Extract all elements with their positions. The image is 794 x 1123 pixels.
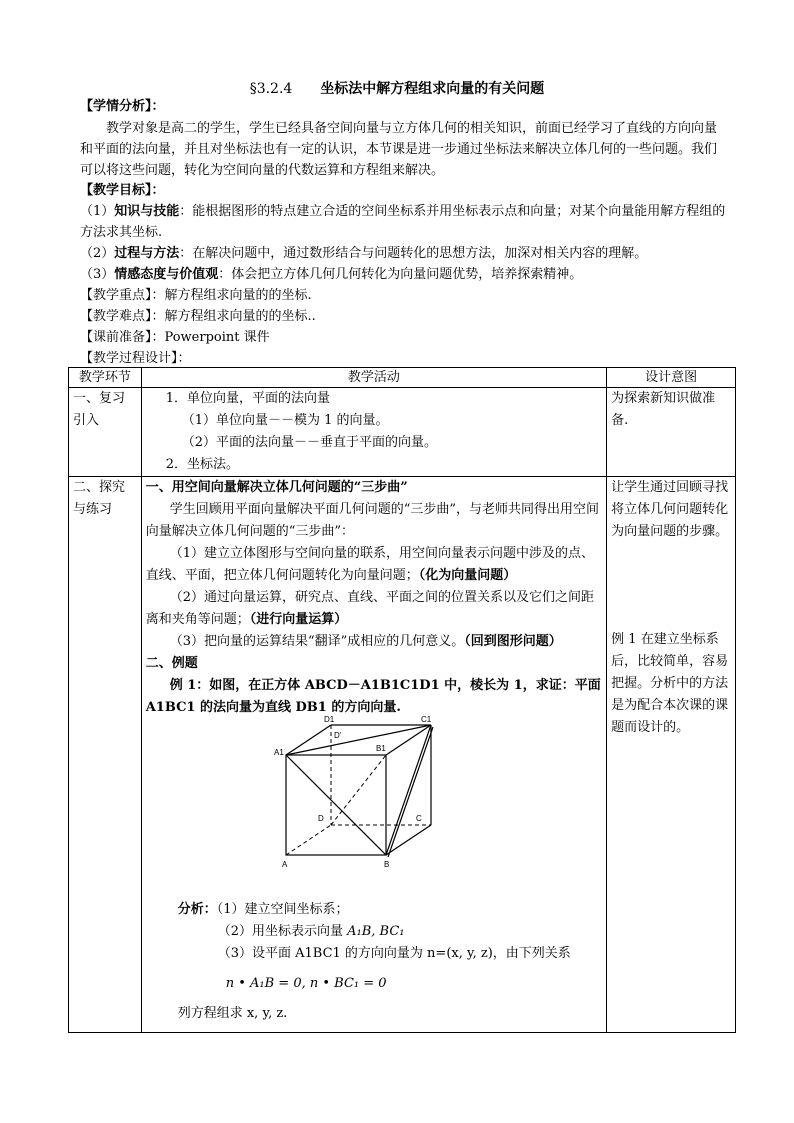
analysis-4: 列方程组求 x, y, z. bbox=[177, 1006, 288, 1021]
table-row bbox=[69, 477, 736, 1033]
design-heading: 【教学过程设计】： bbox=[80, 351, 191, 366]
table-header-row bbox=[69, 368, 736, 388]
activity-review bbox=[141, 388, 606, 477]
intent-explore bbox=[607, 477, 736, 1033]
label-D: D bbox=[317, 814, 324, 823]
analysis-3: （3）设平面 A1BC1 的方向向量为 n=(x, y, z)，由下列关系 bbox=[217, 946, 571, 961]
step-1: （1）建立立体图形与空间向量的联系，用空间向量表示问题中涉及的点、直线、平面，把立体几何问题转化为向量问题；（化为向量问题） bbox=[145, 546, 594, 583]
three-steps-heading: 一、用空间向量解决立体几何问题的“三步曲” bbox=[145, 480, 408, 495]
example-1: 例 1：如图，在正方体 ABCD－A1B1C1D1 中，棱长为 1，求证：平面 A1BC1 的法向量为直线 DB1 的方向向量. bbox=[145, 678, 601, 715]
label-A1: A1 bbox=[273, 748, 284, 757]
key-point: 【教学重点】：解方程组求向量的的坐标. bbox=[80, 288, 312, 303]
page-title bbox=[0, 78, 794, 98]
goal-heading: 【教学目标】： bbox=[80, 183, 165, 198]
difficult-point: 【教学难点】：解方程组求向量的的坐标.. bbox=[80, 309, 316, 324]
label-B: B bbox=[383, 860, 390, 869]
label-C1: C1 bbox=[420, 715, 431, 724]
review-item-2: 2．坐标法。 bbox=[165, 457, 239, 472]
intent-review: 为探索新知识做准备. bbox=[607, 388, 736, 477]
goal-3: （3）情感态度与价值观：体会把立方体几何几何转化为向量问题优势，培养探索精神。 bbox=[80, 267, 583, 282]
preparation: 【课前准备】：Powerpoint 课件 bbox=[80, 330, 270, 345]
goal-1: （1）知识与技能：能根据图形的特点建立合适的空间坐标系并用坐标表示点和向量；对某个向量能用解方程组的方法求其坐标. bbox=[80, 204, 726, 240]
analysis-1: 分析：（1）建立空间坐标系； bbox=[177, 902, 349, 917]
label-Dp: D' bbox=[333, 731, 342, 740]
header-stage: 教学环节 bbox=[69, 368, 142, 388]
intent-explore-2: 例 1 在建立坐标系后，比较简单，容易把握。分析中的方法是为配合本次课的课题而设计的。 bbox=[611, 632, 729, 735]
header-activity: 教学活动 bbox=[141, 368, 606, 388]
label-A: A bbox=[281, 860, 288, 869]
analysis-heading: 【学情分析】： bbox=[80, 99, 165, 114]
stage-review: 一、复习引入 bbox=[69, 388, 142, 477]
analysis-body: 教学对象是高二的学生，学生已经具备空间向量与立方体几何的相关知识，前面已经学习了直线的方向向量和平面的法向量，并且对坐标法也有一定的认识，本节课是进一步通过坐标法来解决立体几何的一些问题。我们可以将这些问题，转化为空间向量的代数运算和方程组来解决。 bbox=[80, 121, 718, 178]
label-D1: D1 bbox=[323, 715, 334, 724]
label-C: C bbox=[415, 814, 422, 823]
header-intent: 设计意图 bbox=[607, 368, 736, 388]
review-item-1: 1．单位向量，平面的法向量 bbox=[165, 391, 330, 406]
section-number: §3.2.4 bbox=[249, 81, 293, 97]
examples-heading: 二、例题 bbox=[145, 656, 198, 671]
intent-explore-1: 让学生通过回顾寻找将立体几何问题转化为向量问题的步骤。 bbox=[611, 480, 729, 539]
step-3: （3）把向量的运算结果“翻译”成相应的几何意义。（回到图形问题） bbox=[169, 634, 562, 649]
activity-explore bbox=[141, 477, 606, 1033]
review-item-1a: （1）单位向量－－模为 1 的向量。 bbox=[181, 413, 389, 428]
three-steps-intro: 学生回顾用平面向量解决平面几何问题的“三步曲”，与老师共同得出用空间向量解决立体几何问题的“三步曲”： bbox=[145, 502, 600, 539]
step-2: （2）通过向量运算，研究点、直线、平面之间的位置关系以及它们之间距离和夹角等问题；（进行向量运算） bbox=[145, 590, 594, 627]
label-B1: B1 bbox=[375, 744, 386, 753]
goal-2: （2）过程与方法：在解决问题中，通过数形结合与问题转化的思想方法，加深对相关内容的理解。 bbox=[80, 246, 648, 261]
review-item-1b: （2）平面的法向量－－垂直于平面的向量。 bbox=[181, 435, 437, 450]
title-text: 坐标法中解方程组求向量的有关问题 bbox=[320, 81, 545, 97]
analysis-2: （2）用坐标表示向量 A₁B, BC₁ bbox=[217, 924, 405, 939]
stage-explore: 二、探究与练习 bbox=[69, 477, 142, 1033]
cube-diagram bbox=[273, 715, 446, 895]
table-row bbox=[69, 388, 736, 477]
formula: n • A₁B = 0, n • BC₁ = 0 bbox=[225, 976, 387, 991]
lesson-table bbox=[68, 367, 736, 1033]
